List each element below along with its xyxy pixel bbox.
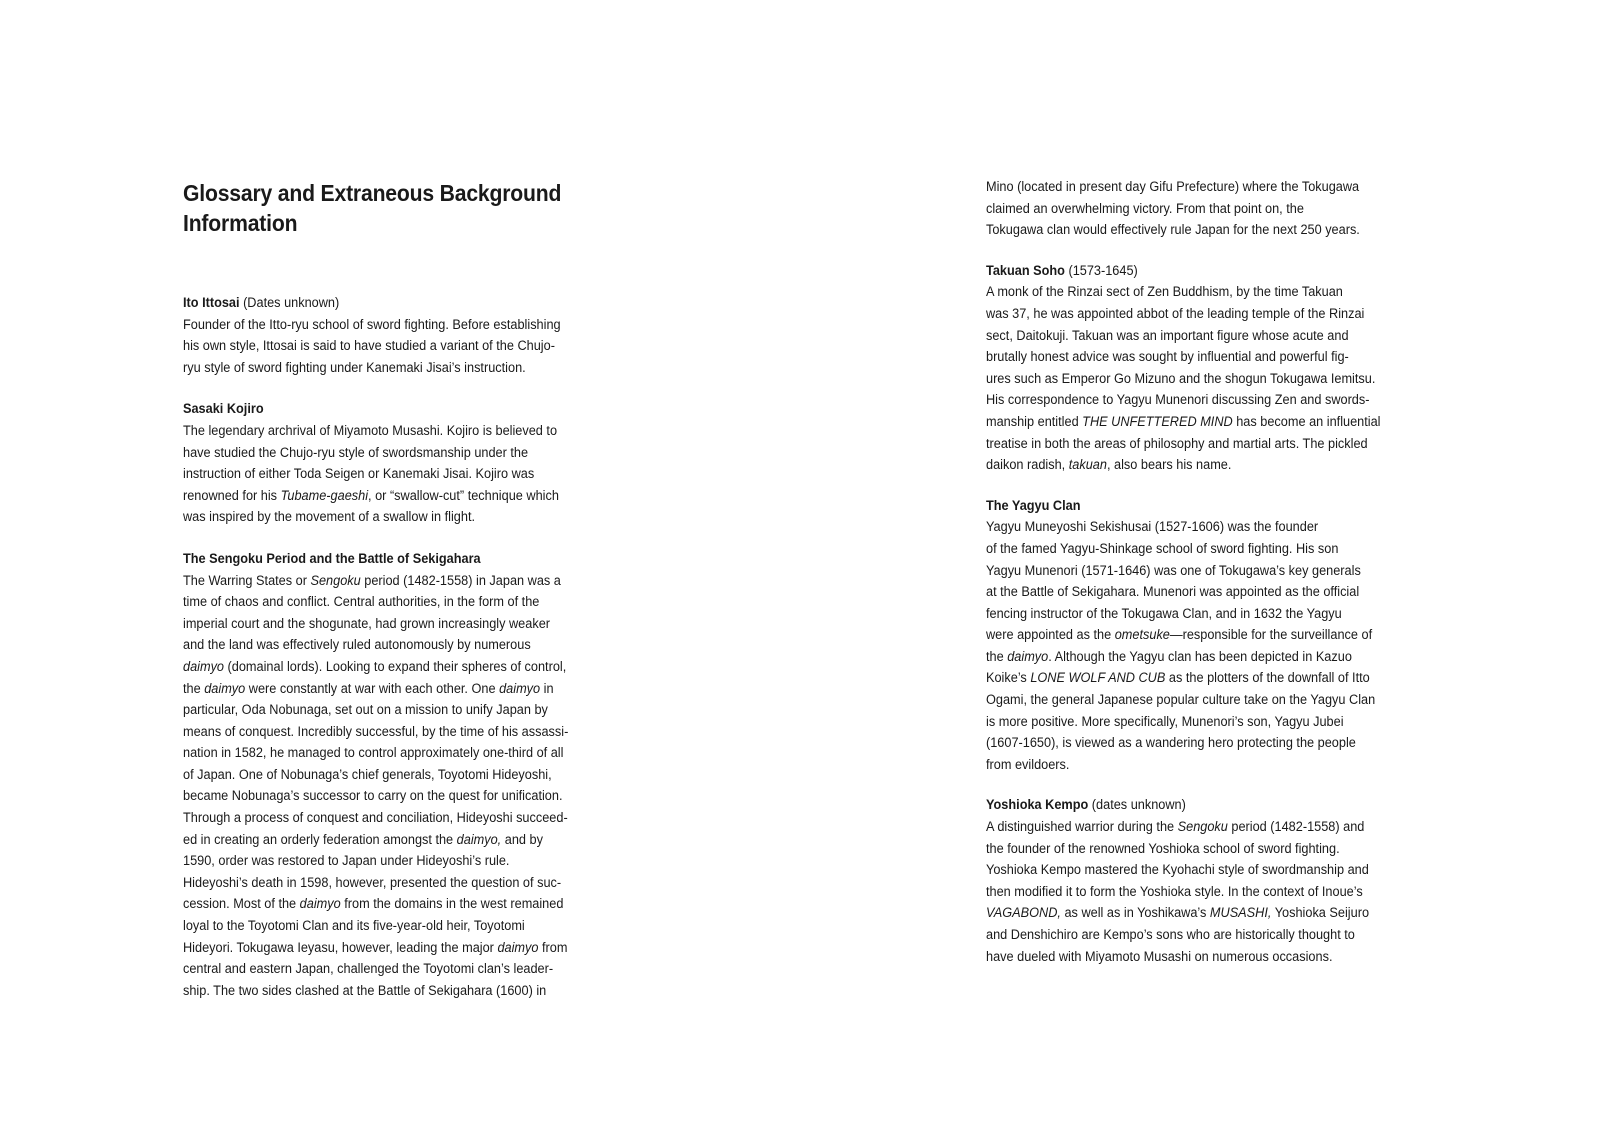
text-line: Ogami, the general Japanese popular culture take on the Yagyu Clan (986, 692, 1376, 708)
text-line: ship. The two sides clashed at the Battle of Sekigahara (1600) in (183, 982, 547, 998)
text-line: Founder of the Itto-ryu school of sword fighting. Before establishing (183, 316, 561, 332)
title-line: Glossary and Extraneous Background (183, 180, 562, 206)
right-column (986, 176, 1406, 986)
text-line: at the Battle of Sekigahara. Munenori was appointed as the official (986, 584, 1360, 600)
text-line: became Nobunaga’s successor to carry on the quest for unification. (183, 788, 563, 804)
text-line: have studied the Chujo-ryu style of swordsmanship under the (183, 444, 529, 460)
text-line: the daimyo were constantly at war with each other. One daimyo in (183, 680, 554, 696)
text-line: claimed an overwhelming victory. From that point on, the (986, 200, 1304, 216)
text-line: then modified it to form the Yoshioka style. In the context of Inoue’s (986, 883, 1363, 899)
text-line: Yagyu Munenori (1571-1646) was one of Tokugawa’s key generals (986, 562, 1361, 578)
entry-body (986, 516, 1385, 775)
entry-name: Yoshioka Kempo (986, 797, 1089, 813)
entry-heading (986, 260, 1385, 282)
entry-dates: (Dates unknown) (239, 295, 340, 310)
text-line: the daimyo. Although the Yagyu clan has been depicted in Kazuo (986, 648, 1352, 664)
text-line: his own style, Ittosai is said to have studied a variant of the Chujo- (183, 338, 555, 354)
text-line: Yagyu Muneyoshi Sekishusai (1527-1606) was the founder (986, 519, 1319, 535)
glossary-entry (986, 495, 1406, 776)
glossary-entry (986, 260, 1406, 476)
text-line: and the land was effectively ruled autonomously by numerous (183, 637, 531, 653)
entry-name: Ito Ittosai (183, 295, 240, 310)
entry-heading (183, 548, 582, 570)
text-line: were appointed as the ometsuke—responsible for the surveillance of (986, 627, 1373, 643)
text-line: Yoshioka Kempo mastered the Kyohachi style of swordmanship and (986, 862, 1369, 878)
text-line: His correspondence to Yagyu Munenori discussing Zen and swords- (986, 392, 1370, 408)
text-line: Through a process of conquest and conciliation, Hideyoshi succeed- (183, 810, 568, 826)
left-column (183, 292, 603, 1021)
text-line: means of conquest. Incredibly successful, by the time of his assassi- (183, 723, 569, 739)
entry-heading (183, 292, 582, 314)
text-line: cession. Most of the daimyo from the domains in the west remained (183, 896, 564, 912)
text-line: daimyo (domainal lords). Looking to expand their spheres of control, (183, 658, 567, 674)
text-line: 1590, order was restored to Japan under Hideyoshi’s rule. (183, 853, 510, 869)
text-line: brutally honest advice was sought by influential and powerful fig- (986, 349, 1349, 365)
text-line: The Warring States or Sengoku period (1482-1558) in Japan was a (183, 572, 561, 588)
entry-heading (986, 794, 1385, 816)
entry-body (183, 314, 582, 379)
text-line: Mino (located in present day Gifu Prefecture) where the Tokugawa (986, 179, 1360, 194)
entry-body (986, 816, 1385, 967)
text-line: treatise in both the areas of philosophy and martial arts. The pickled (986, 435, 1368, 451)
entry-body (183, 570, 582, 1002)
title-line: Information (183, 210, 298, 236)
entry-dates: (1573-1645) (1064, 262, 1138, 278)
text-line: was inspired by the movement of a swallow in flight. (183, 509, 476, 525)
text-line: Tokugawa clan would effectively rule Japan for the next 250 years. (986, 222, 1360, 238)
text-line: Hideyoshi’s death in 1598, however, presented the question of suc- (183, 874, 562, 890)
entry-name: The Sengoku Period and the Battle of Sekigahara (183, 550, 481, 566)
page-title (183, 178, 588, 238)
text-line: instruction of either Toda Seigen or Kanemaki Jisai. Kojiro was (183, 466, 535, 482)
text-line: of the famed Yagyu-Shinkage school of sword fighting. His son (986, 540, 1339, 556)
text-line: Koike’s LONE WOLF AND CUB as the plotters of the downfall of Itto (986, 670, 1370, 686)
right-page (800, 0, 1600, 1146)
text-line: renowned for his Tubame-gaeshi, or “swallow-cut” technique which (183, 487, 559, 503)
text-line: have dueled with Miyamoto Musashi on numerous occasions. (986, 948, 1333, 964)
text-line: of Japan. One of Nobunaga’s chief generals, Toyotomi Hideyoshi, (183, 766, 552, 782)
text-line: VAGABOND, as well as in Yoshikawa’s MUSASHI, Yoshioka Seijuro (986, 905, 1370, 921)
text-line: is more positive. More specifically, Munenori’s son, Yagyu Jubei (986, 713, 1344, 729)
text-line: fencing instructor of the Tokugawa Clan, and in 1632 the Yagyu (986, 605, 1342, 621)
text-line: ures such as Emperor Go Mizuno and the shogun Tokugawa Iemitsu. (986, 370, 1376, 386)
text-line: from evildoers. (986, 756, 1070, 772)
text-line: ed in creating an orderly federation amongst the daimyo, and by (183, 831, 543, 847)
entry-name: Sasaki Kojiro (183, 401, 264, 417)
text-line: was 37, he was appointed abbot of the leading temple of the Rinzai (986, 305, 1365, 321)
text-line: A monk of the Rinzai sect of Zen Buddhism, by the time Takuan (986, 284, 1343, 300)
entry-heading (183, 398, 582, 420)
entry-name: The Yagyu Clan (986, 497, 1081, 513)
text-line: the founder of the renowned Yoshioka school of sword fighting. (986, 840, 1340, 856)
text-line: The legendary archrival of Miyamoto Musashi. Kojiro is believed to (183, 422, 558, 438)
text-line: particular, Oda Nobunaga, set out on a mission to unify Japan by (183, 702, 548, 718)
text-line: Hideyori. Tokugawa Ieyasu, however, leading the major daimyo from (183, 939, 568, 955)
text-line: and Denshichiro are Kempo’s sons who are historically thought to (986, 927, 1355, 942)
text-line: A distinguished warrior during the Sengoku period (1482-1558) and (986, 819, 1365, 835)
text-line: sect, Daitokuji. Takuan was an important figure whose acute and (986, 327, 1349, 343)
glossary-entry (183, 548, 603, 1001)
text-line: ryu style of sword fighting under Kanemaki Jisai’s instruction. (183, 359, 526, 375)
glossary-entry (183, 398, 603, 528)
glossary-entry (986, 794, 1406, 967)
text-line: loyal to the Toyotomi Clan and its five-year-old heir, Toyotomi (183, 918, 525, 934)
text-line: central and eastern Japan, challenged the Toyotomi clan’s leader- (183, 961, 554, 977)
text-line: time of chaos and conflict. Central authorities, in the form of the (183, 594, 540, 610)
entry-body (183, 420, 582, 528)
glossary-entry (183, 292, 603, 378)
text-line: manship entitled THE UNFETTERED MIND has become an influential (986, 413, 1381, 429)
text-line: daikon radish, takuan, also bears his name. (986, 457, 1232, 473)
text-line: (1607-1650), is viewed as a wandering hero protecting the people (986, 735, 1356, 751)
text-line: nation in 1582, he managed to control approximately one-third of all (183, 745, 564, 761)
entry-dates: (dates unknown) (1088, 797, 1186, 813)
body-text (986, 176, 1385, 241)
entry-heading (986, 495, 1385, 517)
continuation-paragraph (986, 176, 1406, 241)
entry-name: Takuan Soho (986, 262, 1065, 278)
text-line: imperial court and the shogunate, had grown increasingly weaker (183, 615, 551, 631)
entry-body (986, 281, 1385, 475)
